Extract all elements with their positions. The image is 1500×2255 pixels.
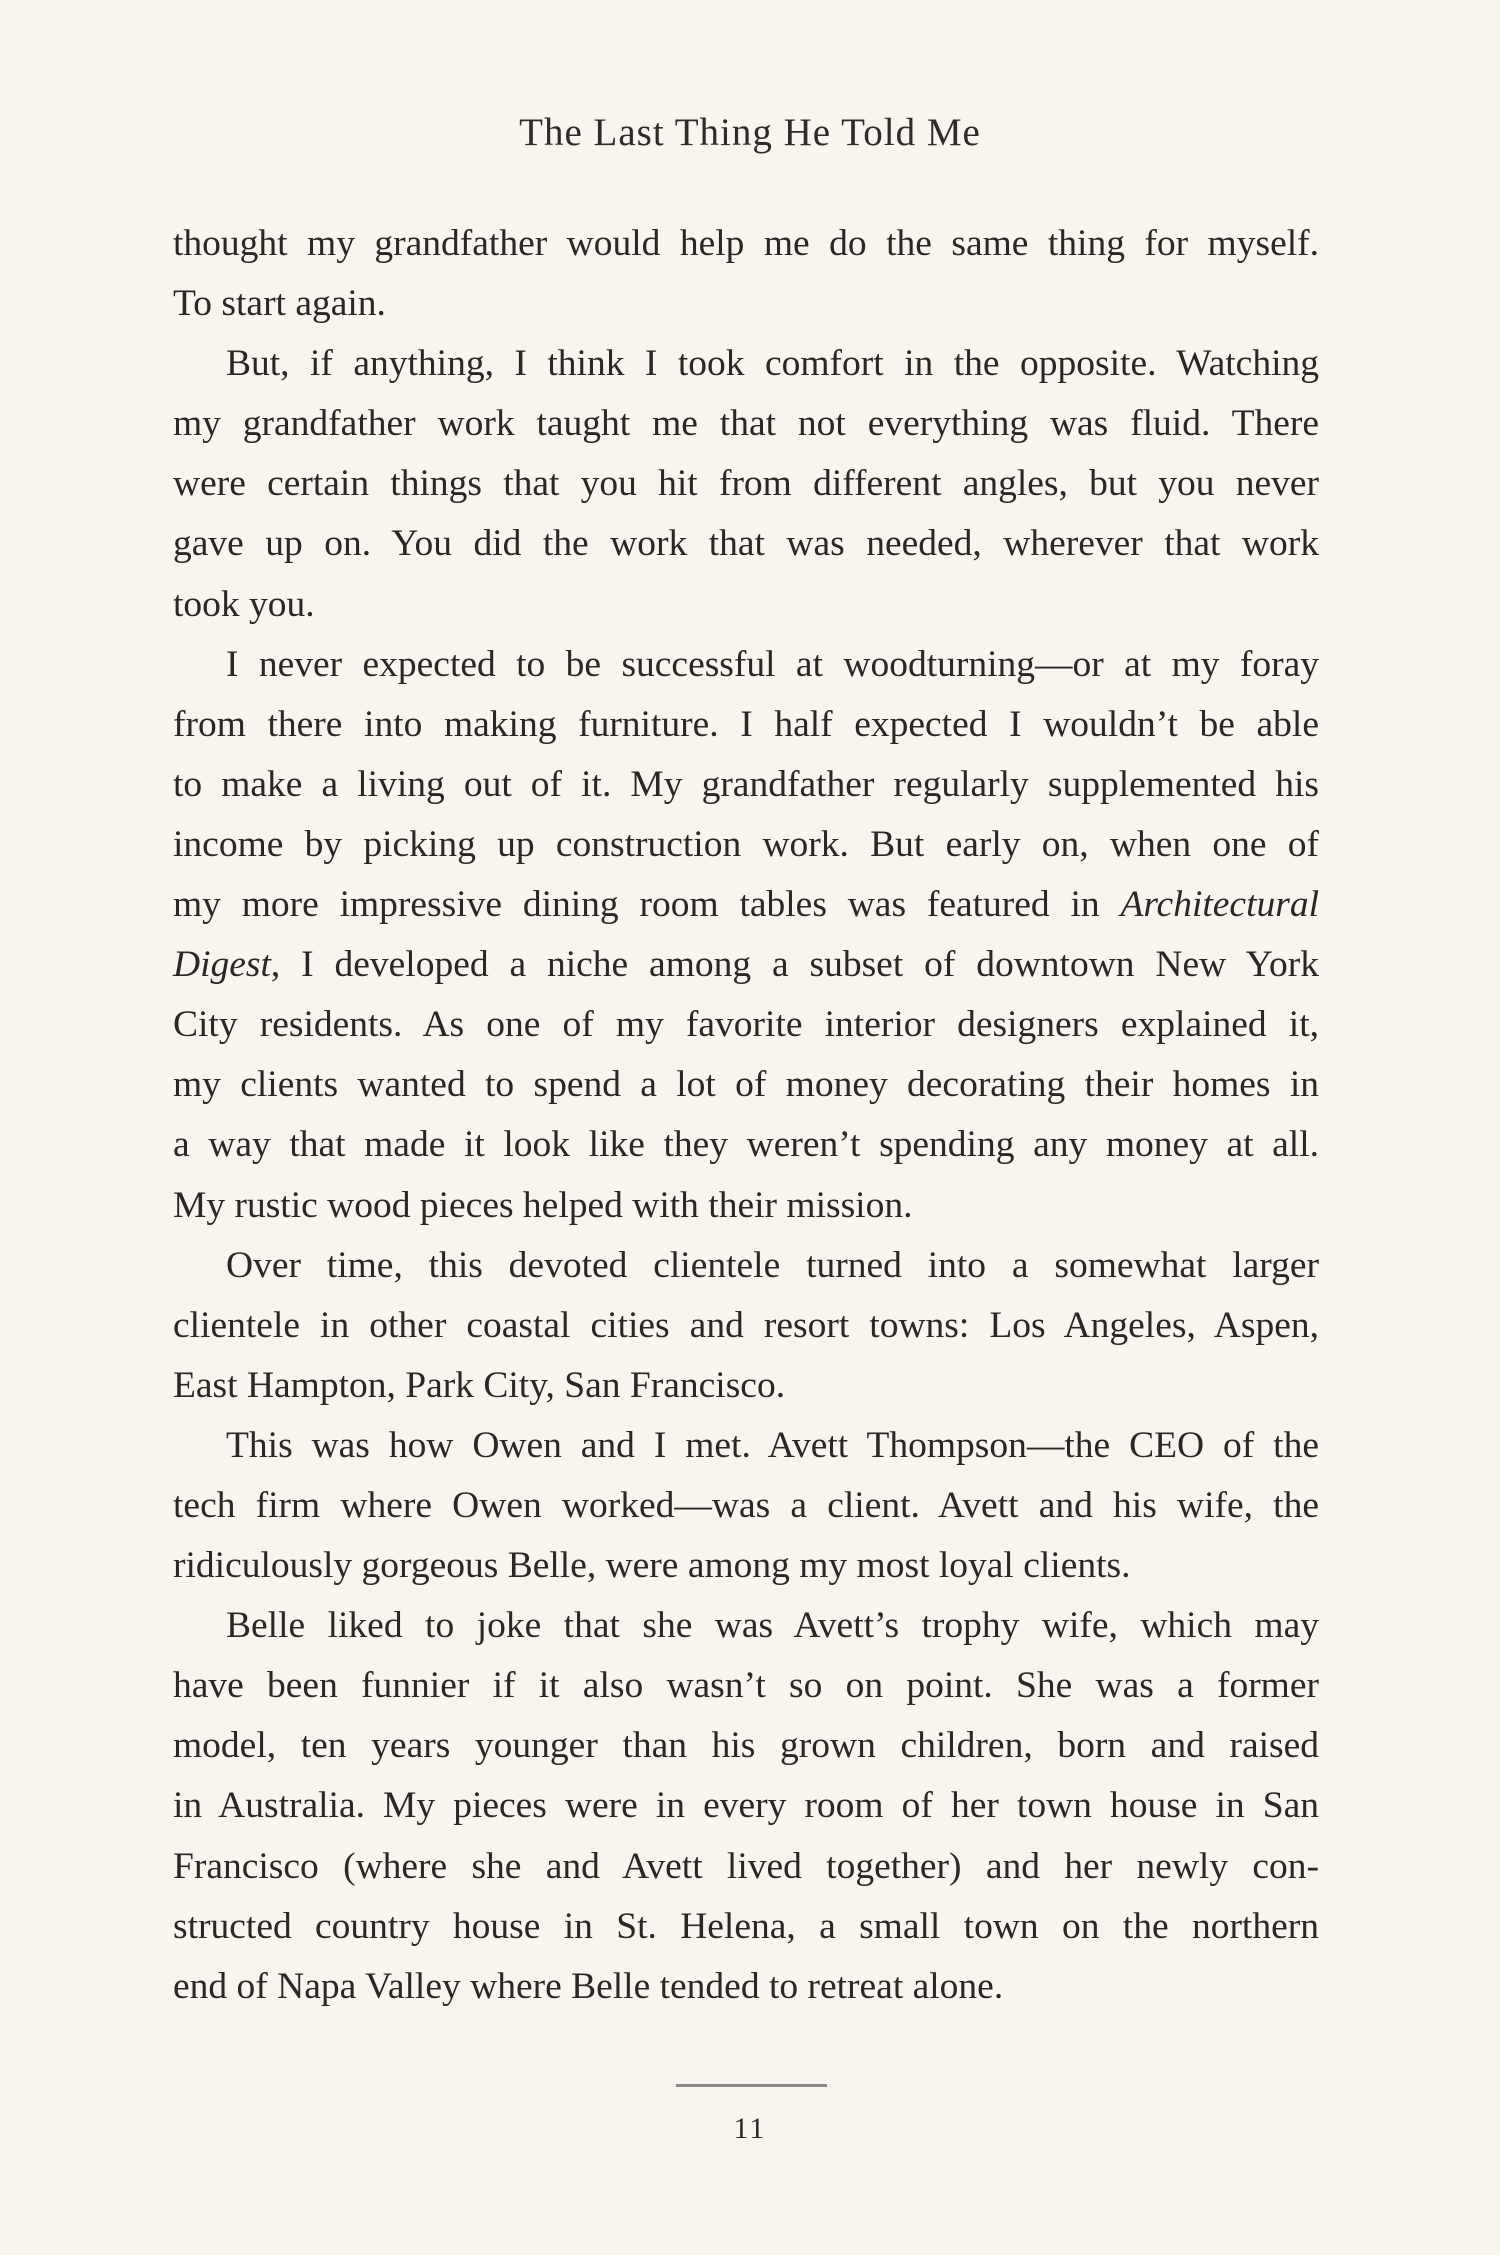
body-text — [173, 214, 1319, 2017]
text-line — [173, 1837, 1319, 1897]
text-segment: to make a living out of it. My grandfather regularly supplemented his — [173, 763, 1319, 805]
text-line — [173, 1536, 1319, 1596]
italic-text: Digest — [173, 944, 271, 986]
text-line — [173, 1476, 1319, 1536]
text-line — [173, 1716, 1319, 1776]
running-head-title: The Last Thing He Told Me — [519, 111, 981, 154]
text-line — [173, 274, 1319, 334]
text-segment: I never expected to be successful at woodturning—or at my foray — [226, 643, 1319, 685]
text-segment: East Hampton, Park City, San Francisco. — [173, 1364, 786, 1406]
text-line — [173, 875, 1319, 935]
text-line — [173, 1897, 1319, 1957]
text-segment: To start again. — [173, 283, 386, 325]
text-line — [173, 1176, 1319, 1236]
text-line — [173, 755, 1319, 815]
text-segment: structed country house in St. Helena, a small town on the northern — [173, 1905, 1319, 1947]
text-segment: were certain things that you hit from different angles, but you never — [173, 463, 1319, 505]
text-segment: Belle liked to joke that she was Avett’s trophy wife, which may — [226, 1605, 1319, 1647]
paragraph — [173, 1416, 1319, 1596]
italic-text: Architectural — [1120, 884, 1319, 926]
paragraph — [173, 334, 1319, 634]
text-line — [173, 635, 1319, 695]
text-line — [173, 214, 1319, 274]
text-line — [173, 514, 1319, 574]
page-number: 11 — [733, 2112, 767, 2145]
text-segment: ridiculously gorgeous Belle, were among my most loyal clients. — [173, 1545, 1131, 1587]
text-segment: in Australia. My pieces were in every room of her town house in San — [173, 1785, 1319, 1827]
text-line — [173, 1115, 1319, 1175]
text-segment: took you. — [173, 583, 315, 625]
text-line — [173, 1596, 1319, 1656]
footer-rule — [676, 2084, 827, 2087]
text-line — [173, 454, 1319, 514]
paragraph — [173, 214, 1319, 334]
text-segment: my clients wanted to spend a lot of money decorating their homes in — [173, 1064, 1319, 1106]
text-line — [173, 1957, 1319, 2017]
text-line — [173, 695, 1319, 755]
text-segment: gave up on. You did the work that was needed, wherever that work — [173, 523, 1319, 565]
text-segment: City residents. As one of my favorite interior designers explained it, — [173, 1004, 1319, 1046]
text-segment: my grandfather work taught me that not everything was fluid. There — [173, 403, 1319, 445]
text-segment: tech firm where Owen worked—was a client. Avett and his wife, the — [173, 1484, 1319, 1526]
text-line — [173, 1296, 1319, 1356]
text-line — [173, 575, 1319, 635]
text-segment: Over time, this devoted clientele turned into a somewhat larger — [226, 1244, 1319, 1286]
text-line — [173, 1055, 1319, 1115]
paragraph — [173, 635, 1319, 1236]
text-line — [173, 394, 1319, 454]
text-segment: end of Napa Valley where Belle tended to retreat alone. — [173, 1965, 1004, 2007]
text-line — [173, 1656, 1319, 1716]
text-segment: have been funnier if it also wasn’t so on point. She was a former — [173, 1665, 1319, 1707]
text-line — [173, 1236, 1319, 1296]
text-segment: income by picking up construction work. But early on, when one of — [173, 823, 1319, 865]
text-line — [173, 815, 1319, 875]
text-segment: clientele in other coastal cities and resort towns: Los Angeles, Aspen, — [173, 1304, 1319, 1346]
text-line — [173, 1416, 1319, 1476]
text-segment: This was how Owen and I met. Avett Thompson—the CEO of the — [226, 1424, 1319, 1466]
text-segment: my more impressive dining room tables was featured in — [173, 884, 1121, 926]
text-line — [173, 334, 1319, 394]
text-line — [173, 1356, 1319, 1416]
text-line — [173, 935, 1319, 995]
text-segment: My rustic wood pieces helped with their mission. — [173, 1184, 913, 1226]
text-segment: from there into making furniture. I half expected I wouldn’t be able — [173, 703, 1319, 745]
text-segment: a way that made it look like they weren’t spending any money at all. — [173, 1124, 1319, 1166]
text-segment: , I developed a niche among a subset of downtown New York — [270, 944, 1319, 986]
text-segment: But, if anything, I think I took comfort in the opposite. Watching — [226, 343, 1319, 385]
text-segment: model, ten years younger than his grown children, born and raised — [173, 1725, 1319, 1767]
paragraph — [173, 1596, 1319, 2017]
text-segment: thought my grandfather would help me do the same thing for myself. — [173, 223, 1319, 264]
text-segment: Francisco (where she and Avett lived together) and her newly con- — [173, 1845, 1319, 1887]
paragraph — [173, 1236, 1319, 1416]
text-line — [173, 995, 1319, 1055]
text-line — [173, 1776, 1319, 1836]
